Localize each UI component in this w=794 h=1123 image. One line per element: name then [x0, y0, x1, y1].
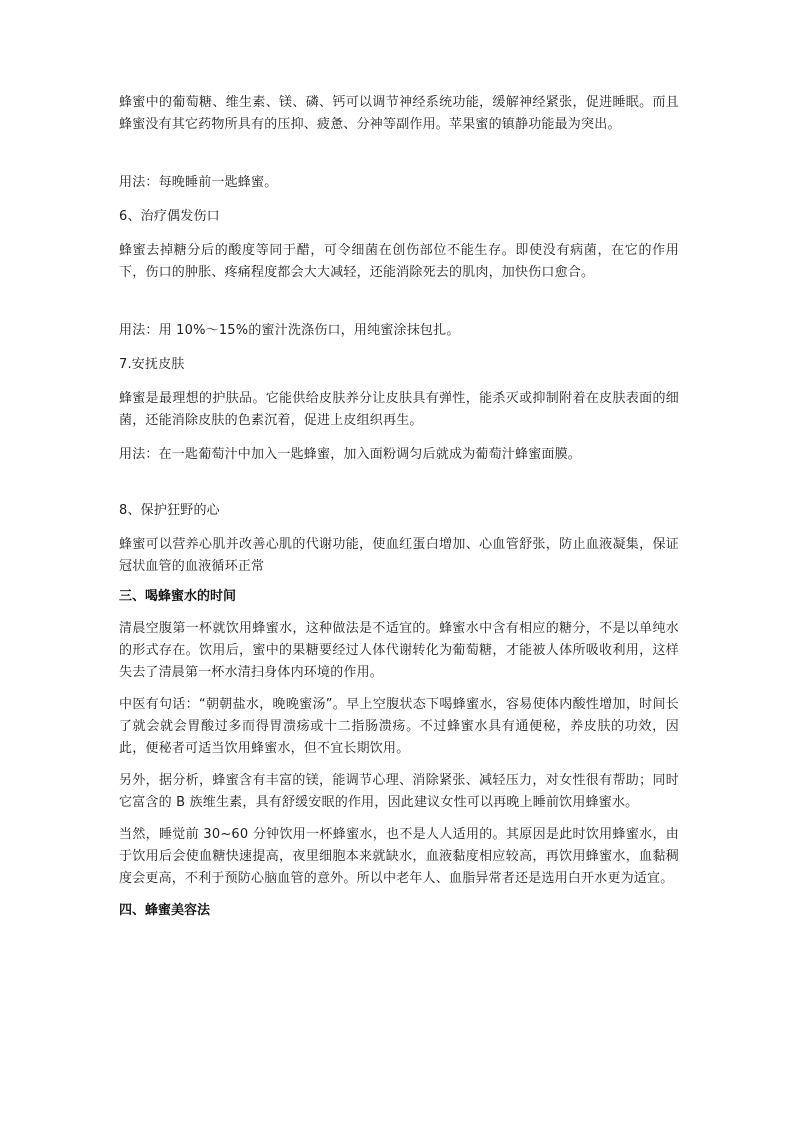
paragraph-morning: 清晨空腹第一杯就饮用蜂蜜水，这种做法是不适宜的。蜂蜜水中含有相应的糖分，不是以单纯水的形式存在。饮用后，蜜中的果糖要经过人体代谢转化为葡萄糖，才能被人体所吸收利用，这样失去了清晨第一杯水清扫身体内环境的作用。 [119, 621, 679, 680]
paragraph-sleep: 蜂蜜中的葡萄糖、维生素、镁、磷、钙可以调节神经系统功能，缓解神经紧张，促进睡眠。而且蜂蜜没有其它药物所具有的压抑、疲惫、分神等副作用。苹果蜜的镇静功能最为突出。 [119, 95, 679, 132]
paragraph-wound: 蜂蜜去掉糖分后的酸度等同于醋，可令细菌在创伤部位不能生存。即使没有病菌，在它的作用下，伤口的肿胀、疼痛程度都会大大减轻，还能消除死去的肌肉，加快伤口愈合。 [119, 243, 679, 280]
heading-skin: 7.安抚皮肤 [119, 357, 185, 372]
heading-heart: 8、保护狂野的心 [119, 503, 220, 518]
paragraph-bedtime: 当然，睡觉前 30~60 分钟饮用一杯蜂蜜水，也不是人人适用的。其原因是此时饮用蜂蜜水，由于饮用后会使血糖快速提高，夜里细胞本来就缺水，血液黏度相应较高，再饮用蜂蜜水，血黏稠度会更高，不利于预防心脑血管的意外。所以中老年人、血脂异常者还是选用白开水更为适宜。 [119, 827, 679, 886]
usage-sleep: 用法：每晚睡前一匙蜂蜜。 [119, 175, 278, 190]
section-heading-beauty: 四、蜂蜜美容法 [119, 903, 211, 918]
document-page [119, 92, 679, 922]
paragraph-skin: 蜂蜜是最理想的护肤品。它能供给皮肤养分让皮肤具有弹性，能杀灭或抑制附着在皮肤表面的细菌，还能消除皮肤的色素沉着，促进上皮组织再生。 [119, 391, 679, 428]
paragraph-heart: 蜂蜜可以营养心肌并改善心肌的代谢功能，使血红蛋白增加、心血管舒张，防止血液凝集，保证冠状血管的血液循环正常 [119, 537, 679, 574]
usage-skin: 用法：在一匙葡萄汁中加入一匙蜂蜜，加入面粉调匀后就成为葡萄汁蜂蜜面膜。 [119, 447, 582, 462]
section-heading-timing: 三、喝蜂蜜水的时间 [119, 589, 237, 604]
heading-wound: 6、治疗偶发伤口 [119, 209, 220, 224]
paragraph-magnesium: 另外，据分析，蜂蜜含有丰富的镁，能调节心理、消除紧张、减轻压力，对女性很有帮助；同时它富含的 B 族维生素，具有舒缓安眠的作用，因此建议女性可以再晚上睡前饮用蜂蜜水。 [119, 773, 679, 810]
paragraph-tcm-saying: 中医有句话：“朝朝盐水，晚晚蜜汤”。早上空腹状态下喝蜂蜜水，容易使体内酸性增加，时间长了就会就会胃酸过多而得胃溃疡或十二指肠溃疡。不过蜂蜜水具有通便秘，养皮肤的功效，因此，便秘者可适当饮用蜂蜜水，但不宜长期饮用。 [119, 697, 679, 756]
usage-wound: 用法：用 10%～15%的蜜汁洗涤伤口，用纯蜜涂抹包扎。 [119, 323, 460, 338]
